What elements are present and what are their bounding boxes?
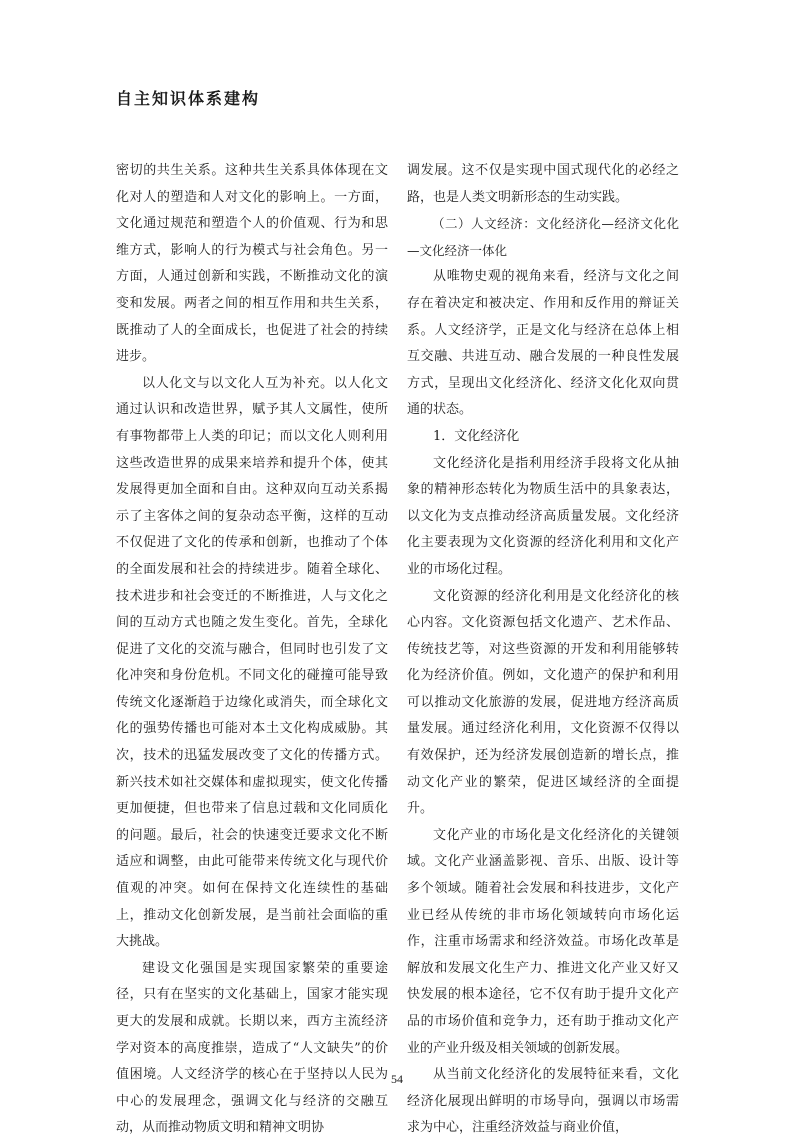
paragraph: 文化资源的经济化利用是文化经济化的核心内容。文化资源包括文化遗产、艺术作品、传统技艺等，对这些资源的开发和利用能够转化为经济价值。例如，文化遗产的保护和利用可以推动文化旅游的发展，促进地方经济高质量发展。通过经济化利用，文化资源不仅得以有效保护，还为经济发展创造新的增长点，推动文化产业的繁荣，促进区域经济的全面提升。 <box>407 588 679 817</box>
subsection-heading: 1．文化经济化 <box>433 428 520 444</box>
paragraph: 以人化文与以文化人互为补充。以人化文通过认识和改造世界，赋予其人文属性，使所有事物都带上人类的印记；而以文化人则利用这些改造世界的成果来培养和提升个体，使其发展得更加全面和自由。这种双向互动关系揭示了主客体之间的复杂动态平衡，这样的互动不仅促进了文化的传承和创新，也推动了个体的全面发展和社会的持续进步。随着全球化、技术进步和社会变迁的不断推进，人与文化之间的互动方式也随之发生变化。首先，全球化促进了文化的交流与融合，但同时也引发了文化冲突和身份危机。不同文化的碰撞可能导致传统文化逐渐趋于边缘化或消失，而全球化文化的强势传播也可能对本土文化构成威胁。其次，技术的迅猛发展改变了文化的传播方式。新兴技术如社交媒体和虚拟现实，使文化传播更加便捷，但也带来了信息过载和文化同质化的问题。最后，社会的快速变迁要求文化不断适应和调整，由此可能带来传统文化与现代价值观的冲突。如何在保持文化连续性的基础上，推动文化创新发展，是当前社会面临的重大挑战。 <box>116 375 388 950</box>
paragraph: 密切的共生关系。这种共生关系具体体现在文化对人的塑造和人对文化的影响上。一方面，文化通过规范和塑造个人的价值观、行为和思维方式，影响人的行为模式与社会角色。另一方面，人通过创新和实践，不断推动文化的演变和发展。两者之间的相互作用和共生关系，既推动了人的全面成长，也促进了社会的持续进步。 <box>116 163 388 365</box>
paragraph: 文化产业的市场化是文化经济化的关键领域。文化产业涵盖影视、音乐、出版、设计等多个领域。随着社会发展和科技进步，文化产业已经从传统的非市场化领域转向市场化运作，注重市场需求和经济效益。市场化改革是解放和发展文化生产力、推进文化产业又好又快发展的根本途径，它不仅有助于提升文化产品的市场价值和竞争力，还有助于推动文化产业的产业升级及相关领域的创新发展。 <box>407 827 679 1056</box>
page-number: 54 <box>391 1072 403 1086</box>
paragraph: 从当前文化经济化的发展特征来看，文化经济化展现出鲜明的市场导向，强调以市场需求为中心，注重经济效益与商业价值， <box>407 1067 679 1136</box>
paragraph: 调发展。这不仅是实现中国式现代化的必经之路，也是人类文明新形态的生动实践。 <box>407 163 679 205</box>
paragraph: 从唯物史观的视角来看，经济与文化之间存在着决定和被决定、作用和反作用的辩证关系。人文经济学，正是文化与经济在总体上相互交融、共进互动、融合发展的一种良性发展方式，呈现出文化经济化、经济文化化双向贯通的状态。 <box>407 269 679 418</box>
section-heading: （二）人文经济：文化经济化—经济文化化—文化经济一体化 <box>407 216 679 258</box>
running-header: 自主知识体系建构 <box>116 89 261 108</box>
paragraph: 建设文化强国是实现国家繁荣的重要途径，只有在坚实的文化基础上，国家才能实现更大的发展和成就。长期以来，西方主流经济学对资本的高度推崇，造成了“人文缺失”的价值困境。人文经济学的核心在于坚持以人民为中心的发展理念，强调文化与经济的交融互动，从而推动物质文明和精神文明协 <box>116 960 388 1136</box>
paragraph: 文化经济化是指利用经济手段将文化从抽象的精神形态转化为物质生活中的具象表达，以文化为支点推动经济高质量发展。文化经济化主要表现为文化资源的经济化利用和文化产业的市场化过程。 <box>407 455 679 577</box>
right-column <box>407 158 679 1142</box>
left-column <box>116 158 388 1142</box>
